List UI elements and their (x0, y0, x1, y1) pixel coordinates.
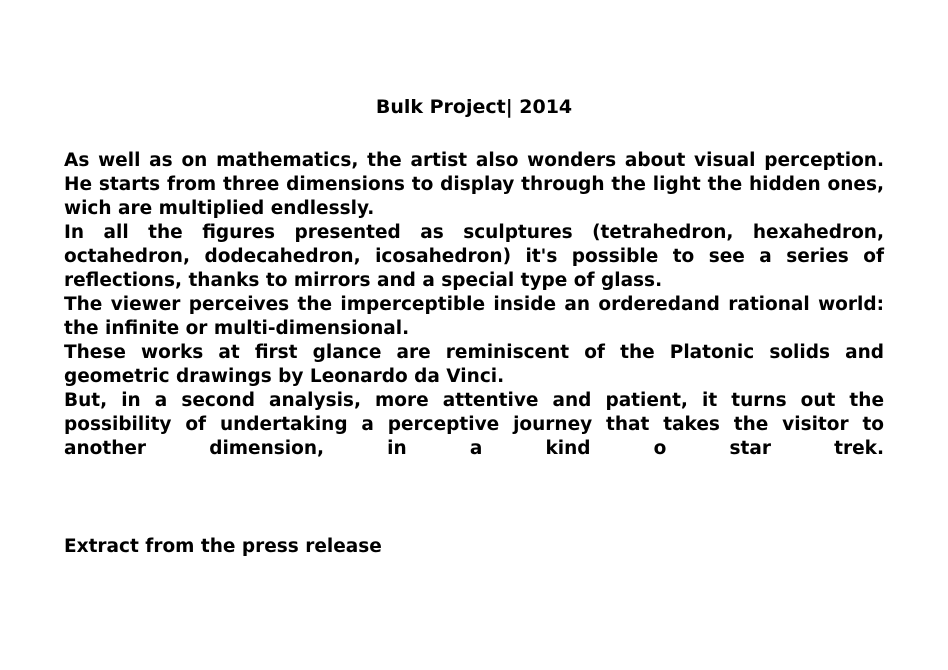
paragraph-viewer: The viewer perceives the imperceptible inside an orderedand rational world: the infinite or multi-dimensional. (64, 294, 884, 339)
document-body (64, 149, 884, 461)
paragraph-visual-perception: As well as on mathematics, the artist also wonders about visual perception. He starts from three dimensions to display through the light the hidden ones, wich are multiplied endlessly. (64, 150, 884, 219)
paragraph-second-analysis: But, in a second analysis, more attentive and patient, it turns out the possibility of undertaking a perceptive journey that takes the visitor to another dimension, in a kind o star trek. (64, 390, 884, 459)
press-release-source: Extract from the press release (64, 536, 382, 557)
paragraph-sculptures: In all the figures presented as sculptures (tetrahedron, hexahedron, octahedron, dodecahedron, icosahedron) it's possible to see a series of reflections, thanks to mirrors and a special type of glass. (64, 222, 884, 291)
document-title: Bulk Project| 2014 (375, 96, 573, 118)
paragraph-platonic-solids: These works at first glance are reminiscent of the Platonic solids and geometric drawings by Leonardo da Vinci. (64, 342, 884, 387)
